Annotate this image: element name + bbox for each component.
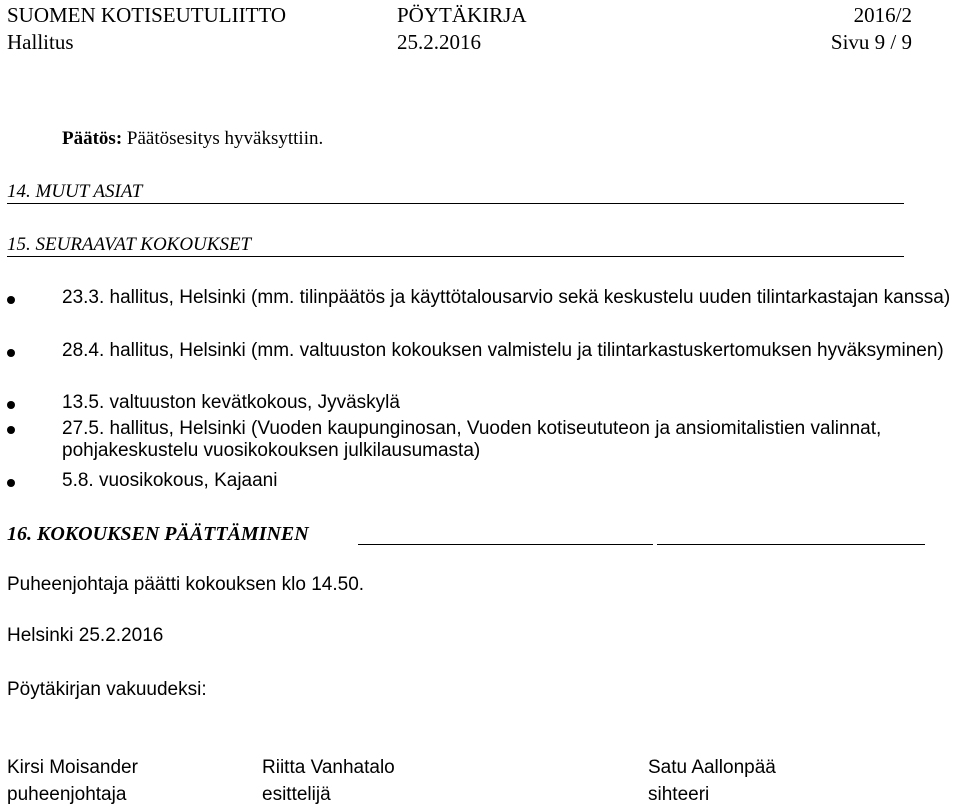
section-15-heading: 15. SEURAAVAT KOKOUKSET <box>7 234 904 257</box>
bullet-icon <box>7 479 15 487</box>
list-item: 5.8. vuosikokous, Kajaani <box>62 470 278 491</box>
meeting-date: 25.2.2016 <box>397 30 481 54</box>
bullet-icon <box>7 296 15 304</box>
list-item: 28.4. hallitus, Helsinki (mm. valtuuston kokouksen valmistelu ja tilintarkastuskertomuksen hyväksyminen) <box>62 340 944 361</box>
signatory-role: esittelijä <box>262 784 331 805</box>
decision-text: Päätösesitys hyväksyttiin. <box>126 128 324 149</box>
section-16-heading <box>7 523 917 546</box>
decision-line <box>62 128 323 150</box>
meeting-body: Hallitus <box>7 30 74 54</box>
list-item: 23.3. hallitus, Helsinki (mm. tilinpäätös ja käyttötalousarvio sekä keskustelu uuden tilintarkastajan kanssa) <box>62 287 951 308</box>
document-number: 2016/2 <box>853 3 912 27</box>
decision-label: Päätös: <box>62 128 123 149</box>
org-name: SUOMEN KOTISEUTULIITTO <box>7 3 286 27</box>
list-item: 27.5. hallitus, Helsinki (Vuoden kaupunginosan, Vuoden kotiseututeon ja ansiomitalistien valinnat, pohjakeskustelu vuosikokouksen julkilausumasta) <box>62 418 882 461</box>
closing-statement: Puheenjohtaja päätti kokouksen klo 14.50. <box>7 574 365 595</box>
divider <box>358 544 653 545</box>
page-number: Sivu 9 / 9 <box>830 30 912 54</box>
signatory-name: Kirsi Moisander <box>7 757 138 778</box>
document-type: PÖYTÄKIRJA <box>397 3 527 27</box>
place-date: Helsinki 25.2.2016 <box>7 625 164 646</box>
section-16-title: 16. KOKOUKSEN PÄÄTTÄMINEN <box>7 523 309 545</box>
signatory-role: sihteeri <box>648 784 710 805</box>
bullet-icon <box>7 401 15 409</box>
signatory-role: puheenjohtaja <box>7 784 127 805</box>
list-item: 13.5. valtuuston kevätkokous, Jyväskylä <box>62 392 400 413</box>
attestation-label: Pöytäkirjan vakuudeksi: <box>7 679 207 700</box>
bullet-icon <box>7 349 15 357</box>
section-14-heading: 14. MUUT ASIAT <box>7 181 904 204</box>
signatory-name: Satu Aallonpää <box>648 757 776 778</box>
bullet-icon <box>7 426 15 434</box>
signatory-name: Riitta Vanhatalo <box>262 757 395 778</box>
divider <box>657 544 925 545</box>
